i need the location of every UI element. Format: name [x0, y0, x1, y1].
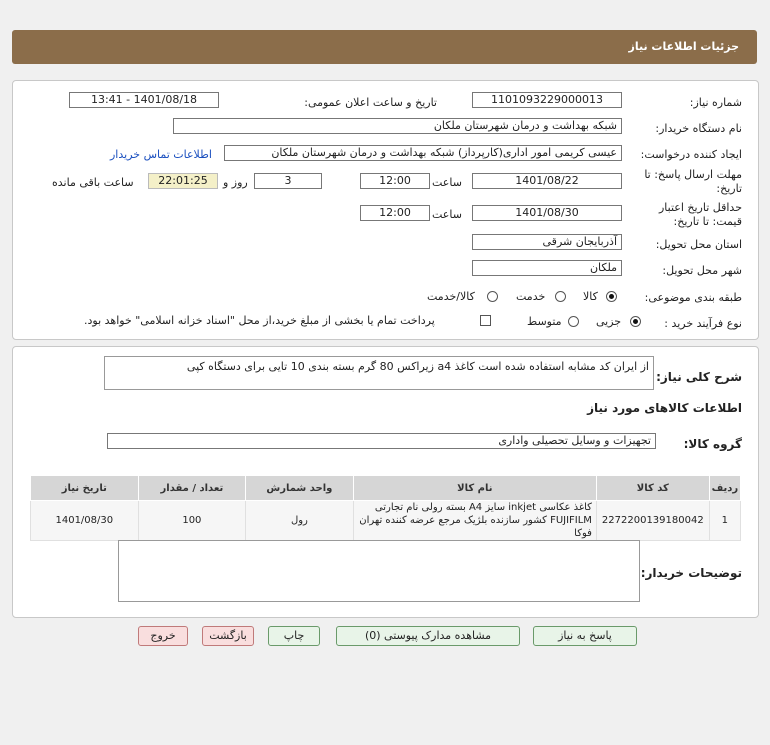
reply-button[interactable]: پاسخ به نیاز — [533, 626, 637, 646]
province-label: استان محل تحویل: — [655, 238, 742, 251]
validity-date-field[interactable]: 1401/08/30 — [472, 205, 622, 221]
cell-qty: 100 — [138, 501, 246, 541]
table-header-row — [31, 476, 741, 501]
cell-name — [353, 501, 596, 541]
attachments-button[interactable]: مشاهده مدارک پیوستی (0) — [336, 626, 520, 646]
payment-note: پرداخت تمام یا بخشی از مبلغ خرید،از محل "اسناد خزانه اسلامی" خواهد بود. — [84, 314, 435, 327]
buyer-notes-label: توضیحات خریدار: — [640, 566, 742, 580]
category-both-text: کالا/خدمت — [427, 290, 475, 303]
deadline-label: مهلت ارسال پاسخ: تا — [644, 168, 742, 181]
cell-index: 1 — [709, 501, 740, 541]
deadline-time-label: ساعت — [432, 176, 462, 189]
process-minor-radio[interactable] — [630, 316, 641, 327]
page-title: جزئیات اطلاعات نیاز — [628, 40, 739, 53]
buyer-org-label: نام دستگاه خریدار: — [655, 122, 742, 135]
category-service-radio[interactable] — [555, 291, 566, 302]
goods-group-label: گروه کالا: — [683, 437, 742, 451]
days-field[interactable]: 3 — [254, 173, 322, 189]
validity-time-label: ساعت — [432, 208, 462, 221]
cell-code: 2272200139180042 — [596, 501, 709, 541]
page-header — [12, 30, 757, 64]
goods-info-title: اطلاعات کالاهای مورد نیاز — [587, 401, 742, 415]
buyer-notes-field[interactable] — [118, 540, 640, 602]
deadline-label-date: تاریخ: — [716, 182, 742, 195]
announce-label: تاریخ و ساعت اعلان عمومی: — [304, 96, 437, 109]
city-field[interactable]: ملکان — [472, 260, 622, 276]
col-name-header: نام کالا — [353, 476, 596, 501]
description-field[interactable]: از ایران کد مشابه استفاده شده است کاغذ a4 زیراکس 80 گرم بسته بندی 10 تایی برای دستگاه کپی — [104, 356, 654, 390]
creator-field[interactable]: عیسی کریمی امور اداری(کارپرداز) شبکه بهداشت و درمان شهرستان ملکان — [224, 145, 622, 161]
col-qty-header: تعداد / مقدار — [138, 476, 246, 501]
deadline-time-field[interactable]: 12:00 — [360, 173, 430, 189]
remaining-label: ساعت باقی مانده — [52, 176, 134, 189]
description-label: شرح کلی نیاز: — [656, 370, 742, 384]
process-medium-text: متوسط — [527, 315, 562, 328]
contact-info-link[interactable]: اطلاعات تماس خریدار — [110, 148, 212, 161]
process-medium-radio[interactable] — [568, 316, 579, 327]
days-label: روز و — [223, 176, 248, 189]
cell-name-line1: کاغذ عکاسی inkjet سایز A4 بسته رولی نام تجارتی — [374, 502, 592, 513]
col-date-header: تاریخ نیاز — [31, 476, 139, 501]
validity-time-field[interactable]: 12:00 — [360, 205, 430, 221]
category-goods-text: کالا — [583, 290, 598, 303]
validity-label: حداقل تاریخ اعتبار — [658, 201, 742, 214]
validity-label-date: قیمت: تا تاریخ: — [673, 215, 742, 228]
back-button[interactable]: بازگشت — [202, 626, 254, 646]
process-minor-text: جزیی — [596, 315, 622, 328]
city-label: شهر محل تحویل: — [662, 264, 742, 277]
category-both-radio[interactable] — [487, 291, 498, 302]
process-label: نوع فرآیند خرید : — [664, 317, 742, 330]
buyer-org-field[interactable]: شبکه بهداشت و درمان شهرستان ملکان — [173, 118, 622, 134]
print-button[interactable]: چاپ — [268, 626, 320, 646]
announce-field[interactable]: 1401/08/18 - 13:41 — [69, 92, 219, 108]
creator-label: ایجاد کننده درخواست: — [640, 148, 742, 161]
category-label: طبقه بندی موضوعی: — [644, 291, 742, 304]
deadline-date-field[interactable]: 1401/08/22 — [472, 173, 622, 189]
goods-group-field[interactable]: تجهیزات و وسایل تحصیلی واداری — [107, 433, 656, 449]
table-row[interactable] — [31, 501, 741, 541]
category-goods-radio[interactable] — [606, 291, 617, 302]
category-service-text: خدمت — [516, 290, 546, 303]
col-unit-header: واحد شمارش — [246, 476, 354, 501]
col-index-header: ردیف — [709, 476, 740, 501]
remaining-timer: 22:01:25 — [148, 173, 218, 189]
treasury-checkbox[interactable] — [480, 315, 491, 326]
cell-date: 1401/08/30 — [31, 501, 139, 541]
need-number-label: شماره نیاز: — [689, 96, 742, 109]
cell-name-line2: FUJIFILM کشور سازنده بلژیک مرجع عرضه کننده تهران فوکا — [359, 515, 592, 539]
need-number-field[interactable]: 1101093229000013 — [472, 92, 622, 108]
items-table — [30, 475, 741, 541]
province-field[interactable]: آذربایجان شرقی — [472, 234, 622, 250]
cell-unit: رول — [246, 501, 354, 541]
col-code-header: کد کالا — [596, 476, 709, 501]
exit-button[interactable]: خروج — [138, 626, 188, 646]
